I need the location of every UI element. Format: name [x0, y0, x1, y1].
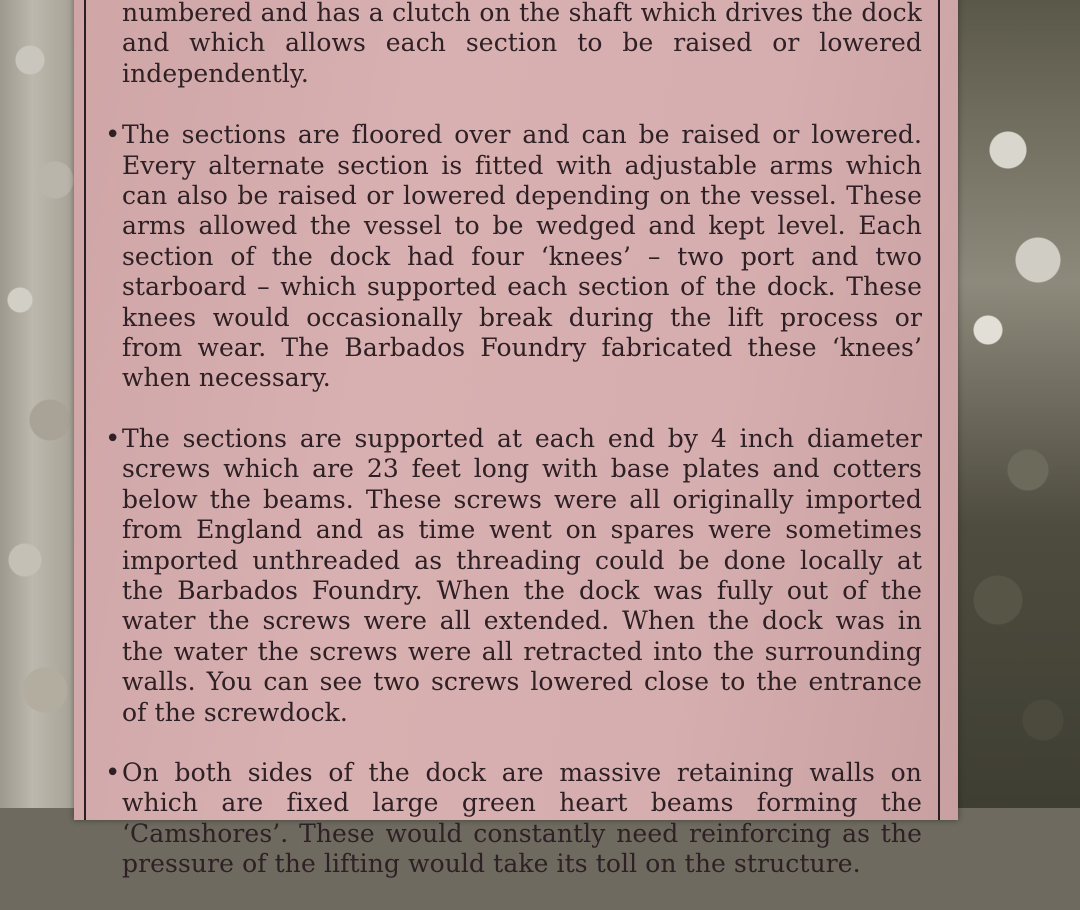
information-sign	[74, 0, 958, 879]
stone-wall-left	[0, 0, 82, 808]
bullet-paragraph-camshores	[105, 757, 922, 880]
bullet-paragraph-sections-floored	[105, 120, 922, 394]
intro-paragraph: numbered and has a clutch on the shaft which drives the dock and which allows each section to be raised or lowered independently.	[122, 0, 922, 88]
bullet-text: The sections are floored over and can be raised or lowered. Every alternate section is fitted with adjustable arms which can also be raised or lowered depending on the vessel. These arms allowed the vessel to be wedged and kept level. Each section of the dock had four ‘knees’ – two port and two starboard – which supported each section of the dock. These knees would occasionally break during the lift process or from wear. The Barbados Foundry fabricated these ‘knees’ when necessary.	[122, 120, 922, 393]
bullet-marker: •	[105, 423, 121, 454]
sign-text	[105, 0, 922, 910]
bullet-text: On both sides of the dock are massive retaining walls on which are fixed large green heart beams forming the ‘Camshores’. These would constantly need reinforcing as the pressure of the lifting would take its toll on the structure.	[122, 757, 922, 879]
stone-wall-right	[948, 0, 1080, 808]
bullet-paragraph-screws	[105, 423, 922, 728]
bullet-marker: •	[105, 120, 121, 151]
bullet-marker: •	[105, 757, 121, 788]
bullet-text: The sections are supported at each end by 4 inch diameter screws which are 23 feet long with base plates and cotters below the beams. These screws were all originally imported from England and as time went on spares were sometimes imported unthreaded as threading could be done locally at the Barbados Foundry. When the dock was fully out of the water the screws were all extended. When the dock was in the water the screws were all retracted into the surrounding walls. You can see two screws lowered close to the entrance of the screwdock.	[122, 423, 922, 727]
